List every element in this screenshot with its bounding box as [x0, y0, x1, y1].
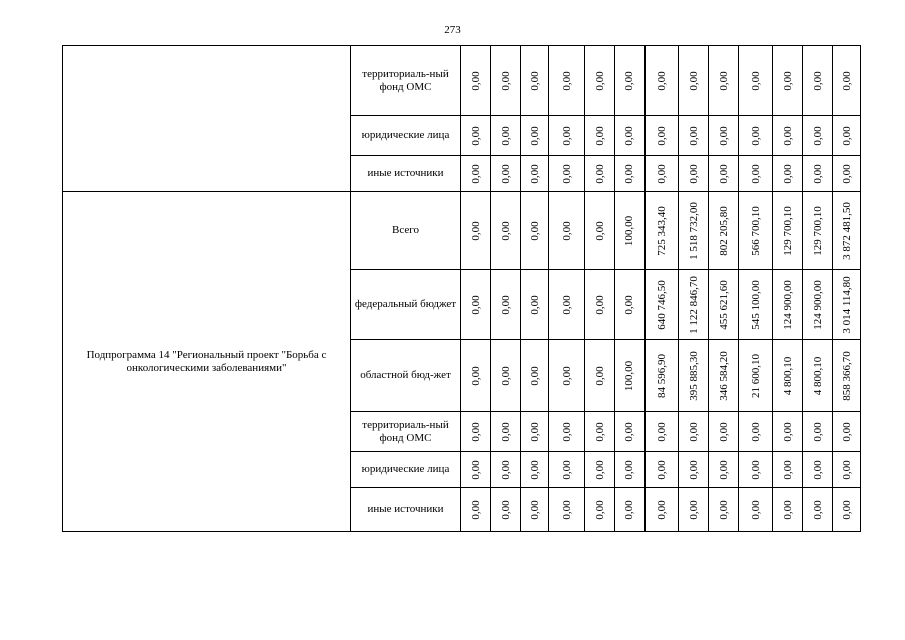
value-text: 0,00 — [811, 499, 824, 520]
value-text: 0,00 — [623, 499, 636, 520]
value-cell — [645, 412, 679, 452]
value-cell — [549, 192, 585, 270]
value-cell — [709, 46, 739, 116]
value-cell — [549, 156, 585, 192]
value-text: 0,00 — [469, 70, 482, 91]
value-text: 0,00 — [499, 125, 512, 146]
value-text: 0,00 — [781, 459, 794, 480]
value-text: 0,00 — [717, 70, 730, 91]
value-cell — [521, 116, 549, 156]
program-name-cell: Подпрограмма 14 "Региональный проект "Борьба с онкологическими заболеваниями" — [63, 192, 351, 532]
value-cell — [803, 488, 833, 532]
value-cell — [709, 412, 739, 452]
value-cell — [803, 412, 833, 452]
value-cell — [803, 340, 833, 412]
value-text: 0,00 — [528, 499, 541, 520]
value-cell — [521, 270, 549, 340]
value-text: 0,00 — [528, 421, 541, 442]
funding-source-cell: областной бюд-жет — [351, 340, 461, 412]
value-cell — [549, 412, 585, 452]
value-cell — [739, 46, 773, 116]
value-text: 0,00 — [593, 421, 606, 442]
value-text: 0,00 — [655, 70, 668, 91]
value-text: 0,00 — [840, 421, 853, 442]
value-text: 0,00 — [749, 421, 762, 442]
value-cell — [521, 452, 549, 488]
value-text: 0,00 — [560, 421, 573, 442]
value-text: 0,00 — [469, 499, 482, 520]
value-text: 0,00 — [655, 459, 668, 480]
value-text: 0,00 — [811, 459, 824, 480]
funding-source-cell: территориаль-ный фонд ОМС — [351, 412, 461, 452]
value-text: 0,00 — [469, 294, 482, 315]
value-cell — [645, 156, 679, 192]
value-text: 124 900,00 — [811, 279, 824, 330]
value-cell — [833, 340, 861, 412]
value-cell — [739, 412, 773, 452]
value-text: 0,00 — [749, 499, 762, 520]
value-text: 640 746,50 — [655, 279, 668, 330]
value-cell — [549, 116, 585, 156]
value-cell — [739, 156, 773, 192]
value-cell — [709, 116, 739, 156]
value-text: 0,00 — [717, 163, 730, 184]
value-cell — [585, 412, 615, 452]
value-cell — [615, 156, 645, 192]
value-cell — [521, 156, 549, 192]
value-text: 0,00 — [717, 125, 730, 146]
value-text: 0,00 — [499, 499, 512, 520]
value-cell — [679, 412, 709, 452]
value-text: 0,00 — [687, 421, 700, 442]
value-text: 124 900,00 — [781, 279, 794, 330]
value-cell — [833, 452, 861, 488]
value-cell — [739, 116, 773, 156]
value-text: 0,00 — [499, 421, 512, 442]
value-text: 3 014 114,80 — [840, 275, 853, 334]
value-cell — [645, 192, 679, 270]
value-text: 0,00 — [528, 459, 541, 480]
value-cell — [615, 116, 645, 156]
funding-source-cell: иные источники — [351, 156, 461, 192]
funding-source-cell: юридические лица — [351, 452, 461, 488]
value-text: 0,00 — [655, 421, 668, 442]
value-text: 0,00 — [623, 125, 636, 146]
value-cell — [679, 46, 709, 116]
value-text: 0,00 — [528, 365, 541, 386]
value-text: 0,00 — [687, 163, 700, 184]
value-text: 0,00 — [560, 163, 573, 184]
value-cell — [679, 116, 709, 156]
value-text: 0,00 — [687, 459, 700, 480]
value-text: 0,00 — [469, 125, 482, 146]
value-cell — [773, 270, 803, 340]
value-cell — [803, 46, 833, 116]
value-cell — [833, 116, 861, 156]
value-text: 0,00 — [528, 70, 541, 91]
value-cell — [461, 412, 491, 452]
value-text: 0,00 — [840, 70, 853, 91]
value-cell — [709, 452, 739, 488]
value-cell — [521, 46, 549, 116]
value-text: 0,00 — [560, 125, 573, 146]
table-row — [63, 192, 861, 270]
value-text: 1 122 846,70 — [687, 275, 700, 334]
value-text: 0,00 — [469, 459, 482, 480]
value-cell — [585, 192, 615, 270]
value-cell — [615, 192, 645, 270]
value-cell — [491, 270, 521, 340]
value-cell — [803, 192, 833, 270]
value-cell — [585, 46, 615, 116]
value-cell — [679, 192, 709, 270]
value-text: 0,00 — [499, 459, 512, 480]
value-text: 0,00 — [499, 70, 512, 91]
table-row — [63, 46, 861, 116]
value-cell — [521, 488, 549, 532]
value-cell — [521, 412, 549, 452]
program-name-cell — [63, 46, 351, 192]
value-text: 0,00 — [749, 459, 762, 480]
value-cell — [615, 452, 645, 488]
value-cell — [549, 452, 585, 488]
value-text: 0,00 — [623, 294, 636, 315]
value-text: 802 205,80 — [717, 205, 730, 256]
value-text: 0,00 — [469, 365, 482, 386]
funding-table — [62, 45, 861, 532]
value-cell — [709, 488, 739, 532]
value-cell — [739, 192, 773, 270]
value-text: 1 518 732,00 — [687, 201, 700, 260]
value-text: 0,00 — [687, 125, 700, 146]
value-text: 129 700,10 — [781, 205, 794, 256]
value-cell — [491, 340, 521, 412]
value-cell — [521, 192, 549, 270]
value-cell — [549, 270, 585, 340]
value-text: 0,00 — [560, 459, 573, 480]
value-text: 0,00 — [781, 125, 794, 146]
value-text: 0,00 — [499, 365, 512, 386]
value-cell — [679, 488, 709, 532]
value-text: 0,00 — [623, 70, 636, 91]
value-text: 0,00 — [560, 220, 573, 241]
value-text: 0,00 — [781, 163, 794, 184]
value-cell — [645, 340, 679, 412]
value-text: 0,00 — [499, 294, 512, 315]
value-cell — [615, 488, 645, 532]
value-text: 0,00 — [469, 421, 482, 442]
value-cell — [773, 156, 803, 192]
value-cell — [833, 270, 861, 340]
value-cell — [679, 340, 709, 412]
value-text: 0,00 — [560, 294, 573, 315]
value-text: 0,00 — [749, 163, 762, 184]
value-cell — [491, 488, 521, 532]
value-cell — [833, 192, 861, 270]
value-text: 0,00 — [781, 421, 794, 442]
value-cell — [585, 452, 615, 488]
value-text: 0,00 — [593, 125, 606, 146]
value-text: 0,00 — [593, 220, 606, 241]
value-text: 455 621,60 — [717, 279, 730, 330]
value-cell — [585, 340, 615, 412]
value-text: 0,00 — [593, 365, 606, 386]
value-cell — [833, 156, 861, 192]
value-cell — [491, 452, 521, 488]
value-text: 725 343,40 — [655, 205, 668, 256]
value-cell — [803, 270, 833, 340]
value-text: 84 596,90 — [655, 353, 668, 398]
value-text: 0,00 — [687, 499, 700, 520]
value-cell — [773, 46, 803, 116]
value-text: 0,00 — [655, 125, 668, 146]
value-text: 100,00 — [623, 360, 636, 391]
value-text: 0,00 — [469, 163, 482, 184]
value-cell — [679, 452, 709, 488]
value-text: 0,00 — [593, 70, 606, 91]
funding-source-cell: юридические лица — [351, 116, 461, 156]
value-cell — [461, 46, 491, 116]
value-cell — [491, 116, 521, 156]
value-cell — [615, 412, 645, 452]
value-cell — [645, 488, 679, 532]
value-cell — [615, 46, 645, 116]
page-number: 273 — [444, 24, 461, 36]
value-cell — [739, 340, 773, 412]
value-cell — [645, 46, 679, 116]
value-cell — [773, 340, 803, 412]
value-text: 0,00 — [717, 499, 730, 520]
value-text: 0,00 — [655, 499, 668, 520]
value-text: 0,00 — [528, 294, 541, 315]
value-text: 0,00 — [499, 163, 512, 184]
value-text: 129 700,10 — [811, 205, 824, 256]
value-text: 395 885,30 — [687, 350, 700, 401]
value-cell — [833, 46, 861, 116]
value-text: 0,00 — [840, 459, 853, 480]
value-cell — [491, 412, 521, 452]
value-cell — [773, 412, 803, 452]
value-text: 0,00 — [560, 70, 573, 91]
value-cell — [709, 270, 739, 340]
value-text: 0,00 — [749, 70, 762, 91]
value-cell — [461, 192, 491, 270]
value-text: 0,00 — [623, 421, 636, 442]
value-text: 0,00 — [717, 459, 730, 480]
value-text: 0,00 — [840, 125, 853, 146]
value-cell — [803, 116, 833, 156]
value-text: 0,00 — [560, 499, 573, 520]
value-cell — [549, 488, 585, 532]
value-cell — [709, 192, 739, 270]
value-cell — [709, 340, 739, 412]
funding-source-cell: федеральный бюджет — [351, 270, 461, 340]
value-text: 0,00 — [560, 365, 573, 386]
value-text: 0,00 — [499, 220, 512, 241]
funding-source-cell: территориаль-ный фонд ОМС — [351, 46, 461, 116]
value-cell — [521, 340, 549, 412]
value-text: 0,00 — [811, 421, 824, 442]
value-cell — [585, 270, 615, 340]
value-text: 0,00 — [593, 459, 606, 480]
value-cell — [739, 270, 773, 340]
value-text: 0,00 — [623, 459, 636, 480]
value-text: 0,00 — [593, 499, 606, 520]
value-cell — [833, 488, 861, 532]
value-cell — [709, 156, 739, 192]
value-cell — [549, 46, 585, 116]
value-text: 0,00 — [840, 499, 853, 520]
value-cell — [739, 452, 773, 488]
value-cell — [739, 488, 773, 532]
value-text: 0,00 — [811, 70, 824, 91]
value-cell — [461, 488, 491, 532]
value-text: 0,00 — [781, 70, 794, 91]
value-cell — [461, 116, 491, 156]
value-text: 4 800,10 — [781, 356, 794, 395]
value-text: 858 366,70 — [840, 350, 853, 401]
value-text: 0,00 — [687, 70, 700, 91]
value-text: 0,00 — [811, 163, 824, 184]
value-cell — [461, 452, 491, 488]
value-cell — [585, 488, 615, 532]
value-text: 566 700,10 — [749, 205, 762, 256]
value-cell — [833, 412, 861, 452]
value-text: 3 872 481,50 — [840, 201, 853, 260]
value-text: 21 600,10 — [749, 353, 762, 398]
value-cell — [491, 156, 521, 192]
value-cell — [549, 340, 585, 412]
value-cell — [461, 270, 491, 340]
value-text: 0,00 — [593, 294, 606, 315]
value-cell — [773, 116, 803, 156]
funding-source-cell: иные источники — [351, 488, 461, 532]
value-cell — [461, 156, 491, 192]
value-cell — [615, 340, 645, 412]
value-cell — [491, 192, 521, 270]
value-text: 0,00 — [528, 163, 541, 184]
value-cell — [803, 452, 833, 488]
value-cell — [645, 452, 679, 488]
value-cell — [585, 156, 615, 192]
value-cell — [645, 270, 679, 340]
value-text: 0,00 — [593, 163, 606, 184]
value-cell — [679, 156, 709, 192]
value-cell — [679, 270, 709, 340]
value-text: 0,00 — [811, 125, 824, 146]
value-cell — [491, 46, 521, 116]
value-cell — [585, 116, 615, 156]
value-text: 0,00 — [840, 163, 853, 184]
value-cell — [773, 192, 803, 270]
value-cell — [773, 452, 803, 488]
value-text: 0,00 — [528, 125, 541, 146]
value-text: 0,00 — [528, 220, 541, 241]
value-text: 0,00 — [781, 499, 794, 520]
value-text: 0,00 — [469, 220, 482, 241]
value-text: 545 100,00 — [749, 279, 762, 330]
value-text: 0,00 — [623, 163, 636, 184]
value-text: 0,00 — [717, 421, 730, 442]
value-cell — [461, 340, 491, 412]
value-cell — [645, 116, 679, 156]
value-cell — [773, 488, 803, 532]
funding-source-cell: Всего — [351, 192, 461, 270]
value-cell — [615, 270, 645, 340]
value-text: 0,00 — [749, 125, 762, 146]
value-cell — [803, 156, 833, 192]
value-text: 0,00 — [655, 163, 668, 184]
value-text: 346 584,20 — [717, 350, 730, 401]
value-text: 4 800,10 — [811, 356, 824, 395]
value-text: 100,00 — [623, 215, 636, 246]
